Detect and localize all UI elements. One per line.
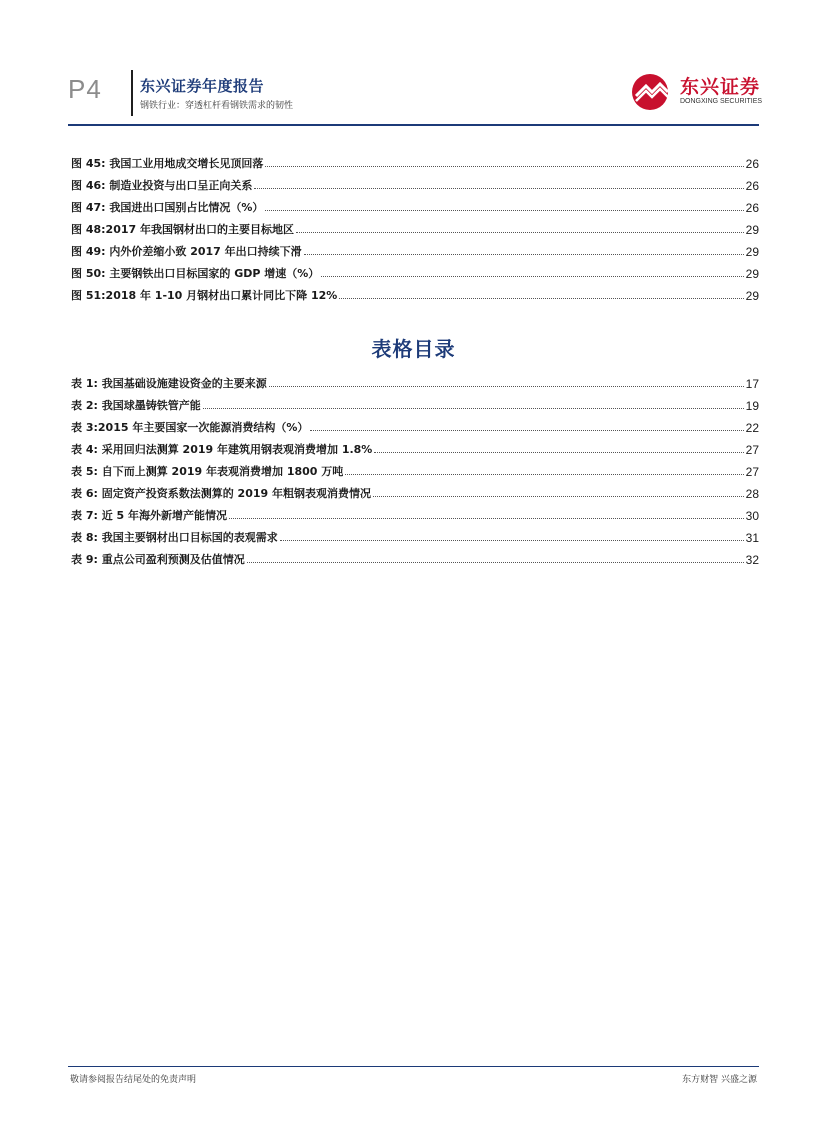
header-rule [68, 124, 759, 126]
leader-dots [247, 561, 744, 563]
toc-entry-label: 表 8: 我国主要钢材出口目标国的表观需求 [71, 531, 278, 544]
toc-entry[interactable] [71, 369, 759, 391]
toc-entry-label: 表 2: 我国球墨铸铁管产能 [71, 399, 201, 412]
toc-entry-page: 17 [745, 377, 759, 391]
leader-dots [310, 429, 743, 431]
toc-entry[interactable] [71, 501, 759, 523]
toc-entry-page: 32 [745, 553, 759, 567]
toc-entry-label: 表 6: 固定资产投资系数法测算的 2019 年粗钢表观消费情况 [71, 487, 371, 500]
leader-dots [345, 473, 743, 475]
toc-entry-label: 图 45: 我国工业用地成交增长见顶回落 [71, 157, 264, 170]
leader-dots [254, 187, 743, 189]
toc-entry-page: 29 [745, 289, 759, 303]
toc-entry-label: 图 46: 制造业投资与出口呈正向关系 [71, 179, 253, 192]
leader-dots [280, 539, 744, 541]
leader-dots [321, 275, 743, 277]
toc-entry-page: 28 [745, 487, 759, 501]
toc-entry-label: 图 50: 主要钢铁出口目标国家的 GDP 增速（%） [71, 267, 320, 280]
toc-entry-label: 图 51:2018 年 1-10 月钢材出口累计同比下降 12% [71, 289, 338, 302]
toc-entry-label: 表 5: 自下而上测算 2019 年表观消费增加 1800 万吨 [71, 465, 344, 478]
leader-dots [339, 297, 743, 299]
toc-entry[interactable] [71, 413, 759, 435]
toc-entry-page: 22 [745, 421, 759, 435]
toc-entry-label: 表 4: 采用回归法测算 2019 年建筑用钢表观消费增加 1.8% [71, 443, 373, 456]
toc-entry[interactable] [71, 149, 759, 171]
footer-rule [68, 1066, 759, 1067]
leader-dots [374, 451, 743, 453]
leader-dots [265, 165, 743, 167]
footer-disclaimer: 敬请参阅报告结尾处的免责声明 [70, 1075, 197, 1085]
toc-entry-page: 26 [745, 201, 759, 215]
toc-entry[interactable] [71, 435, 759, 457]
toc-entry-page: 26 [745, 179, 759, 193]
page-number: P4 [68, 74, 102, 104]
toc-entry[interactable] [71, 391, 759, 413]
leader-dots [269, 385, 744, 387]
report-title: 东兴证券年度报告 [140, 77, 265, 95]
toc-entry-page: 27 [745, 443, 759, 457]
leader-dots [296, 231, 744, 233]
toc-entry-page: 31 [745, 531, 759, 545]
toc-entry-label: 图 48:2017 年我国钢材出口的主要目标地区 [71, 223, 294, 236]
toc-entry-page: 27 [745, 465, 759, 479]
toc-entry-page: 29 [745, 267, 759, 281]
toc-entry[interactable] [71, 545, 759, 567]
leader-dots [203, 407, 744, 409]
toc-entry[interactable] [71, 259, 759, 281]
tables-section-title: 表格目录 [371, 337, 456, 361]
toc-entry[interactable] [71, 523, 759, 545]
toc-entry-label: 图 49: 内外价差缩小致 2017 年出口持续下滑 [71, 245, 302, 258]
toc-entry[interactable] [71, 281, 759, 303]
toc-entry[interactable] [71, 215, 759, 237]
toc-entry[interactable] [71, 171, 759, 193]
toc-entry-page: 26 [745, 157, 759, 171]
footer-slogan: 东方财智 兴盛之源 [682, 1075, 757, 1085]
company-logo [630, 70, 763, 116]
leader-dots [265, 209, 743, 211]
logo-text-en: DONGXING SECURITIES [680, 98, 763, 105]
toc-entry-page: 30 [745, 509, 759, 523]
leader-dots [229, 517, 744, 519]
toc-entry-label: 图 47: 我国进出口国别占比情况（%） [71, 201, 264, 214]
toc-entry-label: 表 1: 我国基础设施建设资金的主要来源 [71, 377, 267, 390]
report-subtitle: 钢铁行业：穿透杠杆看钢铁需求的韧性 [140, 101, 294, 111]
toc-entry-page: 29 [745, 223, 759, 237]
toc-entry-page: 19 [745, 399, 759, 413]
header-divider [131, 70, 133, 116]
toc-entry[interactable] [71, 193, 759, 215]
toc-entry[interactable] [71, 237, 759, 259]
toc-entry-label: 表 7: 近 5 年海外新增产能情况 [71, 509, 228, 522]
toc-entry-label: 表 9: 重点公司盈利预测及估值情况 [71, 553, 245, 566]
figure-list [71, 149, 759, 303]
toc-entry-label: 表 3:2015 年主要国家一次能源消费结构（%） [71, 421, 309, 434]
table-list [71, 369, 759, 567]
leader-dots [373, 495, 744, 497]
logo-mark-icon [630, 72, 674, 112]
toc-entry[interactable] [71, 479, 759, 501]
leader-dots [304, 253, 744, 255]
toc-entry-page: 29 [745, 245, 759, 259]
logo-text-cn: 东兴证券 [680, 76, 761, 98]
toc-entry[interactable] [71, 457, 759, 479]
